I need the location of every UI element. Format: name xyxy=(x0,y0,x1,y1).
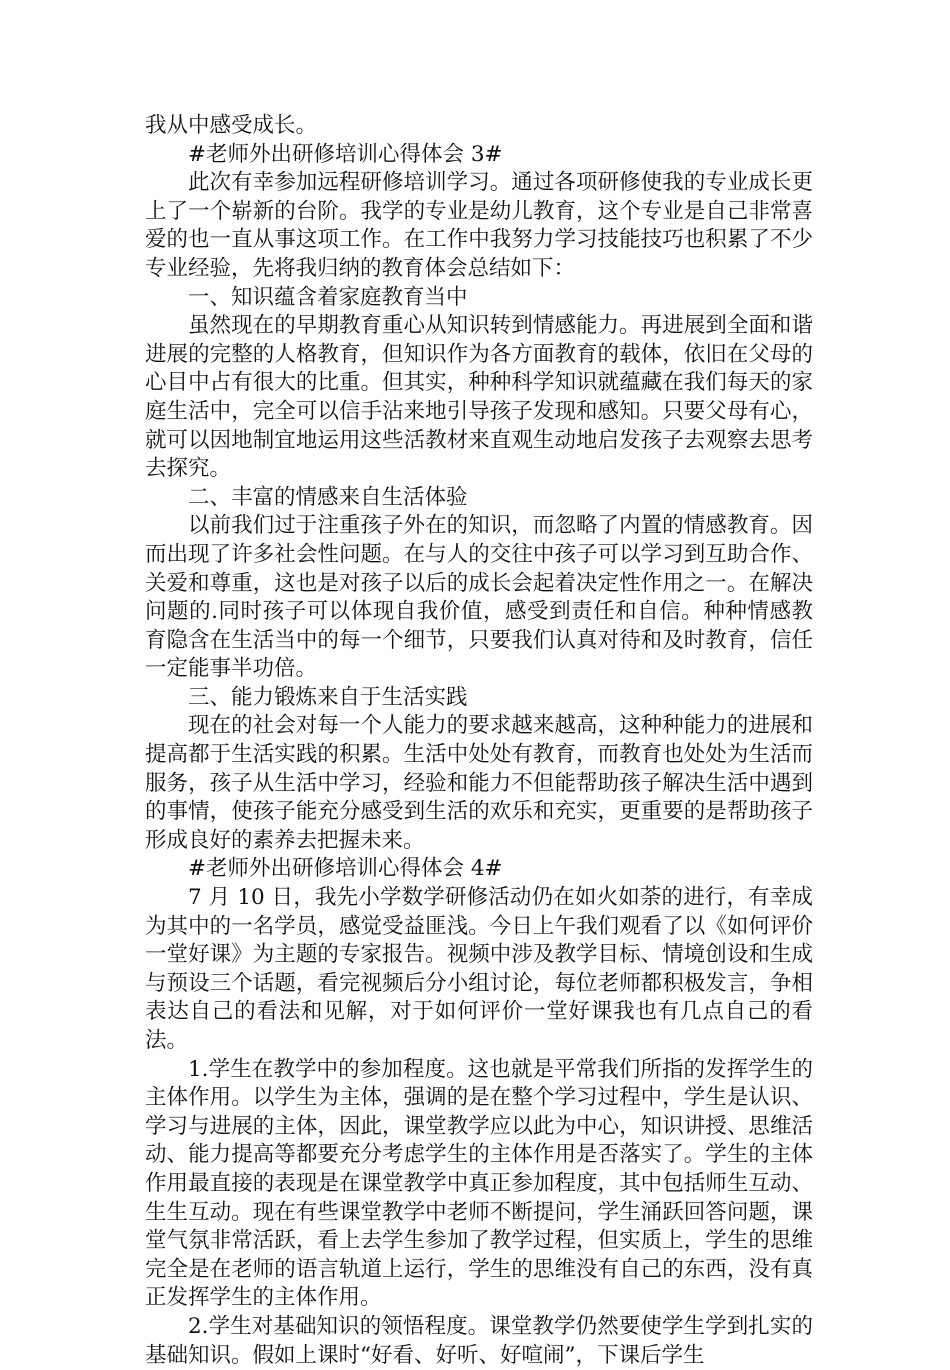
document-body xyxy=(145,112,813,1370)
subheading: 二、丰富的情感来自生活体验 xyxy=(188,484,468,510)
paragraph: 以前我们过于注重孩子外在的知识，而忽略了内置的情感教育。因而出现了许多社会性问题。在与人的交往中孩子可以学习到互助合作、关爱和尊重，这也是对孩子以后的成长会起着决定性作用之一。在解决问题的.同时孩子可以体现自我价值，感受到责任和自信。种种情感教育隐含在生活当中的每一个细节，只要我们认真对待和及时教育，信任一定能事半功倍。 xyxy=(145,513,813,682)
paragraph: 现在的社会对每一个人能力的要求越来越高，这种种能力的进展和提高都于生活实践的积累。生活中处处有教育，而教育也处处为生活而服务，孩子从生活中学习，经验和能力不但能帮助孩子解决生活中遇到的事情，使孩子能充分感受到生活的欢乐和充实，更重要的是帮助孩子形成良好的素养去把握未来。 xyxy=(145,713,813,853)
paragraph: 2.学生对基础知识的领悟程度。课堂教学仍然要使学生学到扎实的基础知识。假如上课时“好看、好听、好喧闹”，下课后学生 xyxy=(145,1313,813,1368)
paragraph: 虽然现在的早期教育重心从知识转到情感能力。再进展到全面和谐进展的完整的人格教育，但知识作为各方面教育的载体，依旧在父母的心目中占有很大的比重。但其实，种种科学知识就蕴藏在我们每天的家庭生活中，完全可以信手沾来地引导孩子发现和感知。只要父母有心，就可以因地制宜地运用这些活教材来直观生动地启发孩子去观察去思考去探究。 xyxy=(145,313,813,482)
section-heading: #老师外出研修培训心得体会 4# xyxy=(188,856,503,882)
section-heading: #老师外出研修培训心得体会 3# xyxy=(188,141,503,167)
paragraph: 我从中感受成长。 xyxy=(145,113,318,138)
paragraph: 1.学生在教学中的参加程度。这也就是平常我们所指的发挥学生的主体作用。以学生为主体，强调的是在整个学习过程中，学生是认识、学习与进展的主体，因此，课堂教学应以此为中心，知识讲授、思维活动、能力提高等都要充分考虑学生的主体作用是否落实了。学生的主体作用最直接的表现是在课堂教学中真正参加程度，其中包括师生互动、生生互动。现在有些课堂教学中老师不断提问，学生涌跃回答问题，课堂气氛非常活跃，看上去学生参加了教学过程，但实质上，学生的思维完全是在老师的语言轨道上运行，学生的思维没有自己的东西，没有真正发挥学生的主体作用。 xyxy=(145,1056,813,1311)
subheading: 三、能力锻炼来自于生活实践 xyxy=(188,684,468,710)
subheading: 一、知识蕴含着家庭教育当中 xyxy=(188,284,468,310)
paragraph: 此次有幸参加远程研修培训学习。通过各项研修使我的专业成长更上了一个崭新的台阶。我学的专业是幼儿教育，这个专业是自己非常喜爱的也一直从事这项工作。在工作中我努力学习技能技巧也积累了不少专业经验，先将我归纳的教育体会总结如下： xyxy=(145,170,813,281)
paragraph: 7 月 10 日，我先小学数学研修活动仍在如火如荼的进行，有幸成为其中的一名学员，感觉受益匪浅。今日上午我们观看了以《如何评价一堂好课》为主题的专家报告。视频中涉及教学目标、情境创设和生成与预设三个话题，看完视频后分小组讨论，每位老师都积极发言，争相表达自己的看法和见解，对于如何评价一堂好课我也有几点自己的看法。 xyxy=(145,885,813,1053)
